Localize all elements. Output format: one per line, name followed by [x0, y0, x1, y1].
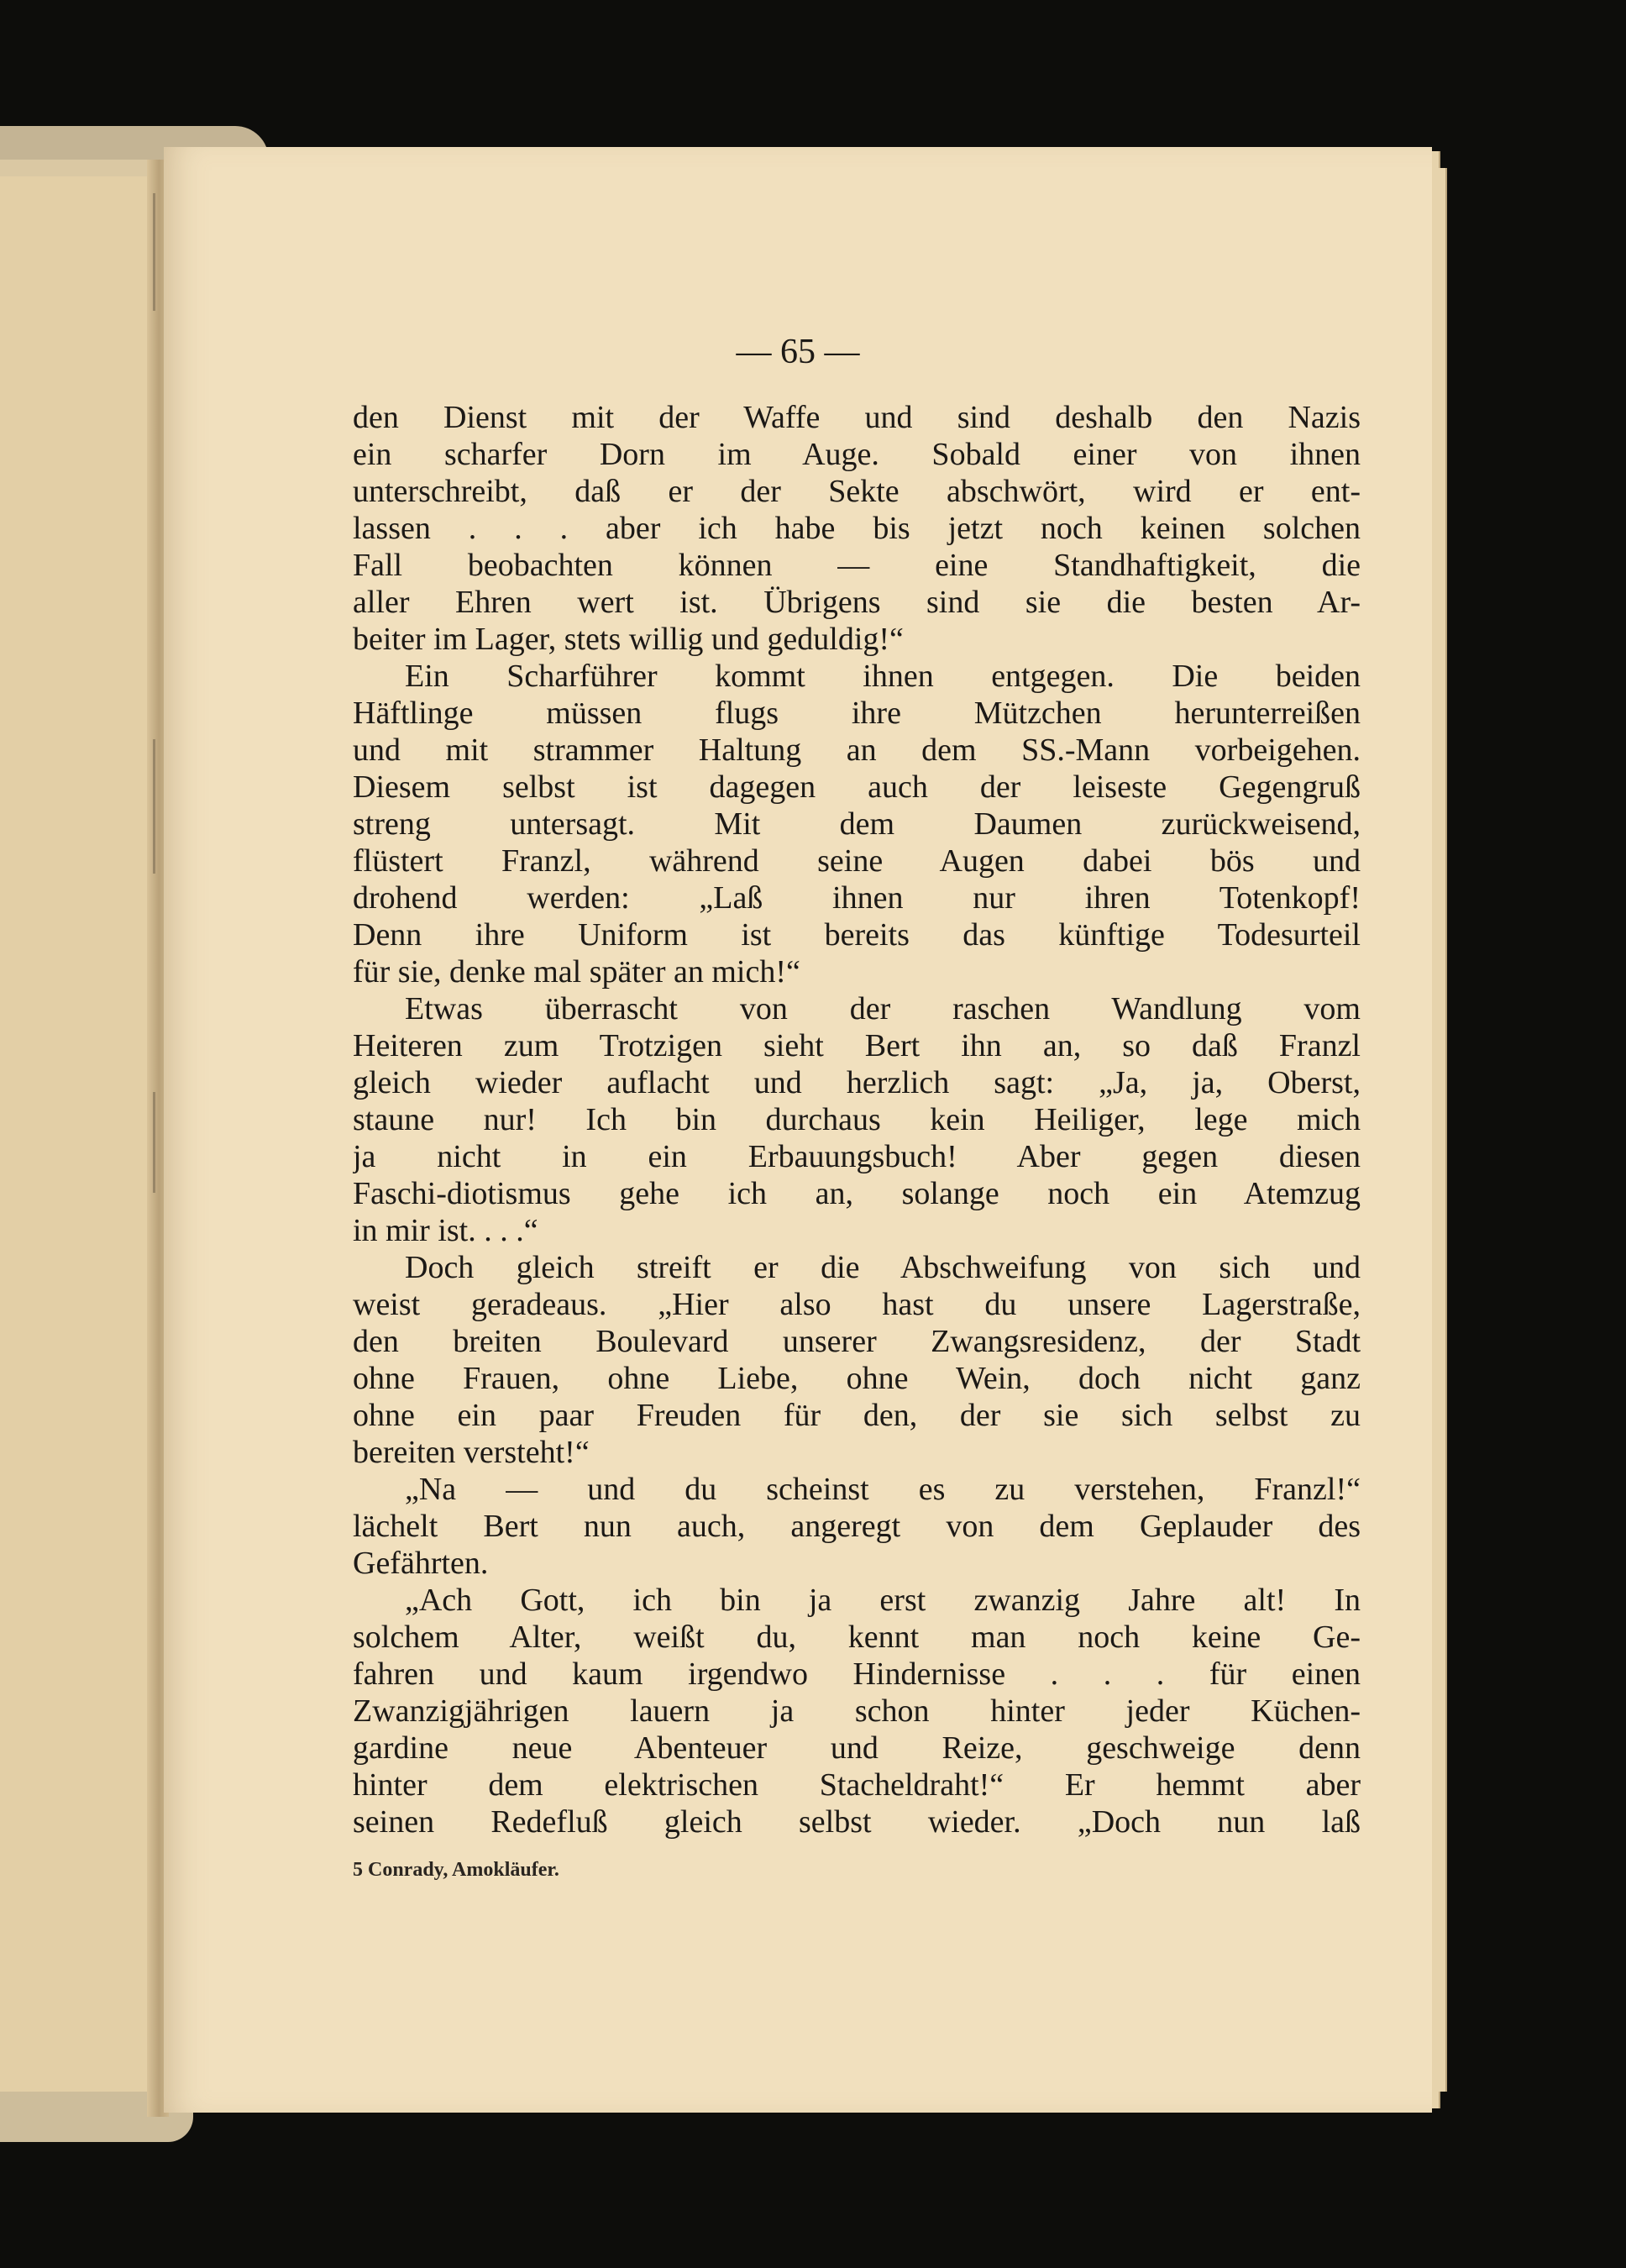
- text-line: „Ach Gott, ich bin ja erst zwanzig Jahre alt! In: [405, 1583, 1361, 1618]
- text-line: Häftlinge müssen flugs ihre Mützchen herunterreißen: [353, 696, 1361, 731]
- text-line: Etwas überrascht von der raschen Wandlung vom: [405, 991, 1361, 1026]
- text-line: bereiten versteht!“: [353, 1435, 590, 1470]
- text-line: ja nicht in ein Erbauungsbuch! Aber gegen diesen: [353, 1139, 1361, 1174]
- text-line: hinter dem elektrischen Stacheldraht!“ Er hemmt aber: [353, 1767, 1361, 1803]
- text-line: und mit strammer Haltung an dem SS.-Mann vorbeigehen.: [353, 732, 1361, 768]
- page-edge-strip: [1439, 168, 1447, 2092]
- text-line: staune nur! Ich bin durchaus kein Heiliger, lege mich: [353, 1102, 1361, 1137]
- text-line: gardine neue Abenteuer und Reize, geschweige denn: [353, 1730, 1361, 1766]
- text-line: für sie, denke mal später an mich!“: [353, 954, 800, 990]
- binding-mark: [153, 1092, 155, 1193]
- text-line: solchem Alter, weißt du, kennt man noch keine Ge-: [353, 1620, 1361, 1655]
- text-line: Gefährten.: [353, 1546, 489, 1581]
- signature-mark: 5 Conrady, Amokläufer.: [353, 1859, 559, 1881]
- text-line: den breiten Boulevard unserer Zwangsresidenz, der Stadt: [353, 1324, 1361, 1359]
- text-line: gleich wieder auflacht und herzlich sagt: „Ja, ja, Oberst,: [353, 1065, 1361, 1100]
- text-line: Fall beobachten können — eine Standhaftigkeit, die: [353, 548, 1361, 583]
- text-line: fahren und kaum irgendwo Hindernisse . . . für einen: [353, 1656, 1361, 1692]
- text-line: flüstert Franzl, während seine Augen dabei bös und: [353, 843, 1361, 879]
- text-line: Doch gleich streift er die Abschweifung von sich und: [405, 1250, 1361, 1285]
- text-line: den Dienst mit der Waffe und sind deshalb den Nazis: [353, 400, 1361, 435]
- book-page: [164, 147, 1432, 2113]
- text-line: beiter im Lager, stets willig und geduldig!“: [353, 622, 904, 657]
- left-page-edge: [0, 160, 160, 2117]
- text-line: Zwanzigjährigen lauern ja schon hinter jeder Küchen-: [353, 1693, 1361, 1729]
- text-line: ohne Frauen, ohne Liebe, ohne Wein, doch nicht ganz: [353, 1361, 1361, 1396]
- text-line: Denn ihre Uniform ist bereits das künftige Todesurteil: [353, 917, 1361, 953]
- binding-mark: [153, 193, 155, 311]
- text-line: „Na — und du scheinst es zu verstehen, Franzl!“: [405, 1472, 1361, 1507]
- text-line: in mir ist. . . .“: [353, 1213, 538, 1248]
- text-line: lassen . . . aber ich habe bis jetzt noch keinen solchen: [353, 511, 1361, 546]
- page-body-text: [353, 399, 1361, 1840]
- text-line: streng untersagt. Mit dem Daumen zurückweisend,: [353, 806, 1361, 842]
- text-line: Faschi-diotismus gehe ich an, solange noch ein Atemzug: [353, 1176, 1361, 1211]
- text-line: Heiteren zum Trotzigen sieht Bert ihn an, so daß Franzl: [353, 1028, 1361, 1063]
- text-line: lächelt Bert nun auch, angeregt von dem Geplauder des: [353, 1509, 1361, 1544]
- text-line: drohend werden: „Laß ihnen nur ihren Totenkopf!: [353, 880, 1361, 916]
- text-line: ohne ein paar Freuden für den, der sie sich selbst zu: [353, 1398, 1361, 1433]
- text-line: seinen Redefluß gleich selbst wieder. „Doch nun laß: [353, 1804, 1361, 1840]
- page-number: — 65 —: [736, 333, 860, 371]
- binding-mark: [153, 739, 155, 874]
- text-line: weist geradeaus. „Hier also hast du unsere Lagerstraße,: [353, 1287, 1361, 1322]
- text-line: Ein Scharführer kommt ihnen entgegen. Die beiden: [405, 659, 1361, 694]
- text-line: Diesem selbst ist dagegen auch der leiseste Gegengruß: [353, 769, 1361, 805]
- text-line: aller Ehren wert ist. Übrigens sind sie die besten Ar-: [353, 585, 1361, 620]
- text-line: ein scharfer Dorn im Auge. Sobald einer von ihnen: [353, 437, 1361, 472]
- text-line: unterschreibt, daß er der Sekte abschwört, wird er ent-: [353, 474, 1361, 509]
